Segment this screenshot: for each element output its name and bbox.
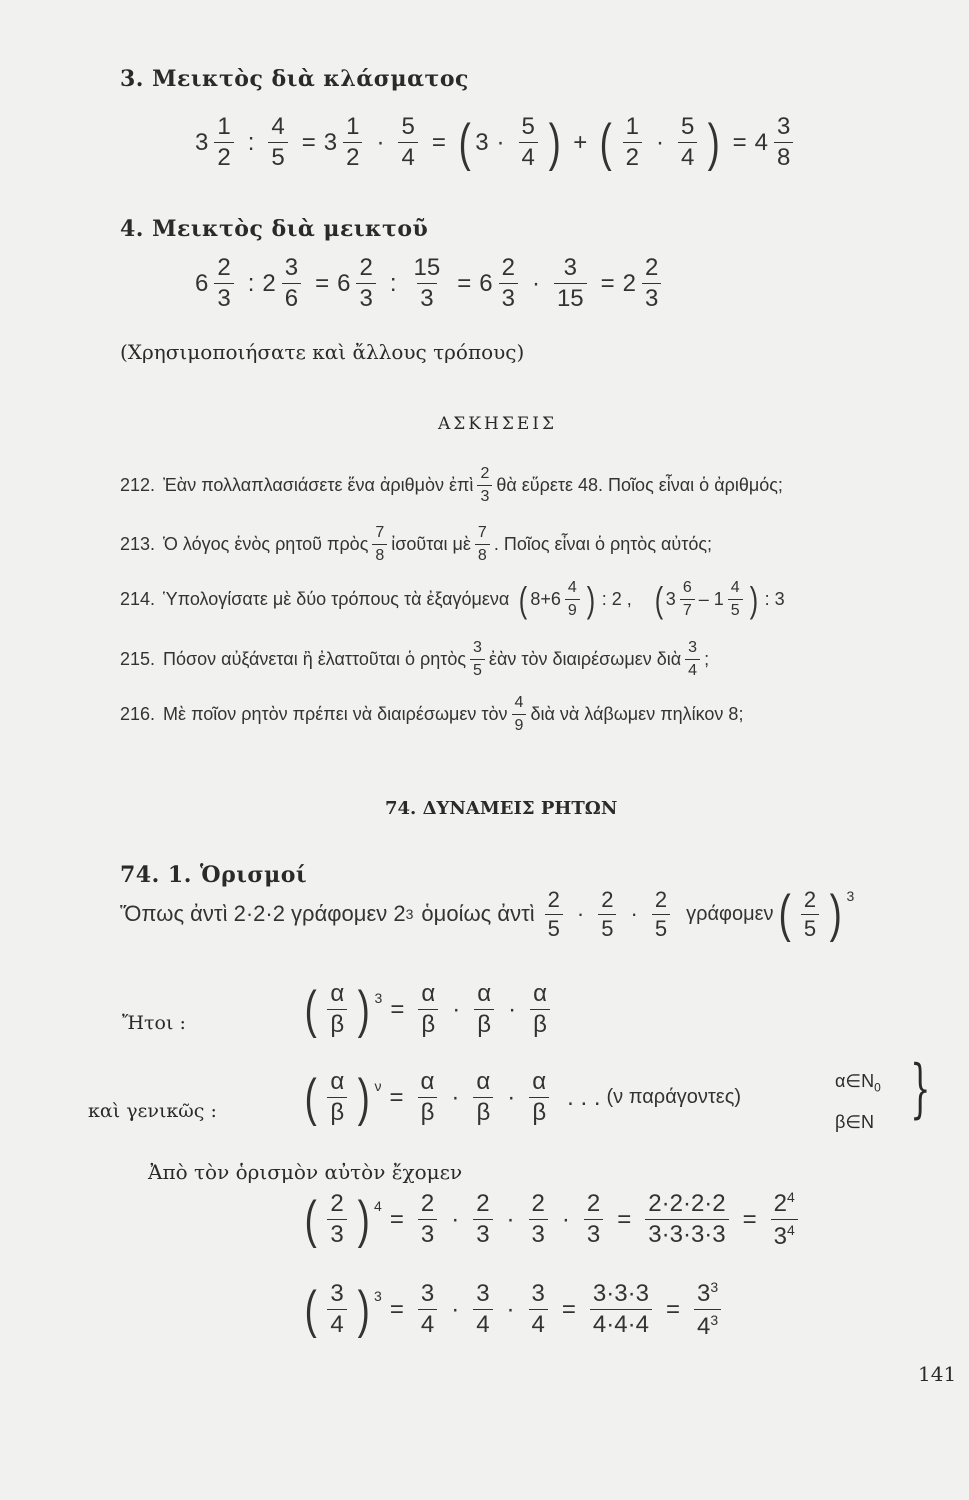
exercise-215-text-a: Πόσον αὐξάνεται ἢ ἐλαττοῦται ὁ ρητὸς: [163, 649, 467, 669]
exercises-title: ΑΣΚΗΣΕΙΣ: [438, 414, 557, 434]
equation-general-power: ( α β ) $^\nu$ = $\frac{\alpha}{\beta}$ · α β · α β . . . (ν παράγοντες): [304, 1068, 741, 1127]
exercise-216-number: 216.: [120, 704, 156, 724]
exercise-212-text-a: Ἐὰν πολλαπλασιάσετε ἕνα ἀριθμὸν ἐπὶ: [163, 475, 474, 495]
exercise-215: 215. Πόσον αὐξάνεται ἢ ἐλαττοῦται ὁ ρητὸς 3 5 ἐὰν τὸν διαιρέσωμεν διὰ 3 4 ;: [120, 639, 710, 679]
exercise-213: 213. Ὁ λόγος ἑνὸς ρητοῦ πρὸς 7 8 ἰσοῦται μὲ 7 8 . Ποῖος εἶναι ὁ ρητὸς αὐτός;: [120, 524, 713, 564]
exercise-215-number: 215.: [120, 649, 156, 669]
page-number: 141: [918, 1362, 957, 1386]
note-other-methods: (Χρησιμοποιήσατε καὶ ἄλλους τρόπους): [120, 340, 525, 364]
equation-cube-alpha-beta: ( α β ) $^3$ = $\frac{\alpha}{\beta}$ · α β · α β: [300, 982, 556, 1037]
exercise-212: 212. Ἐὰν πολλαπλασιάσετε ἕνα ἀριθμὸν ἐπὶ 2 3 θὰ εὕρετε 48. Ποῖος εἶναι ὁ ἀριθμός;: [120, 465, 783, 505]
exercise-213-text-a: Ὁ λόγος ἑνὸς ρητοῦ πρὸς: [163, 534, 369, 554]
definition-line-a: Ὅπως ἀντὶ 2·2·2 γράφομεν 2: [120, 901, 406, 926]
equation-mixed-by-mixed: 6 2 3 : 2 $\frac{3}{6}$ = 6 $\frac{2}{3}$ : $\frac{15}{3}$ = 6 $\frac{2}{3}$ · $\frac{3}{15}$ = 2 $\frac{2}{3}$: [195, 256, 667, 311]
general-label: καὶ γενικῶς :: [88, 1100, 217, 1122]
exercise-213-number: 213.: [120, 534, 156, 554]
exercise-215-text-c: ;: [704, 649, 710, 669]
equation-example-two-thirds: ( 2 3 ) $^4$ = $\frac{2}{3}$ · 2 3 · 2 3 · $\frac{2}{3}$ = $\frac{2\cdot 2\cdot 2\cdot 2}{3\cdot 3\cdot 3\cdot 3}$ = $\frac{2^4}{3^4}$: [300, 1190, 804, 1249]
condition-alpha: α∈N: [835, 1071, 875, 1091]
conditions: $\alpha\in N_0$ β∈N: [835, 1071, 881, 1132]
exercise-212-text-b: θὰ εὕρετε 48. Ποῖος εἶναι ὁ ἀριθμός;: [496, 475, 783, 495]
definition-intro-line: Ὅπως ἀντὶ 2·2·2 γράφομεν 2 3 ὁμοίως ἀντὶ 2 5 · 2 5 · 2 5 γράφομεν ( 2 5 ) $^3$: [120, 885, 855, 943]
exercise-214-number: 214.: [120, 589, 156, 609]
exercise-214-text-a: Ὑπολογίσατε μὲ δύο τρόπους τὰ ἐξαγόμενα: [163, 589, 510, 609]
equation-example-three-quarters: ( 3 4 ) $^3$ = $\frac{3}{4}$ · 3 4 · $\frac{3}{4}$ = $\frac{3\cdot 3\cdot 3}{4\cdot 4\cdot 4}$ = $\frac{3^3}{4^3}$: [300, 1280, 727, 1339]
exercise-212-number: 212.: [120, 475, 156, 495]
section-3-title: 3. Μεικτὸς διὰ κλάσματος: [120, 66, 469, 92]
exercise-215-text-b: ἐὰν τὸν διαιρέσωμεν διὰ: [488, 649, 682, 669]
condition-beta: β∈N: [835, 1111, 875, 1132]
equation-mixed-by-fraction: 3 1 2 : $\frac{4}{5}$ = 3 $\frac{1}{2}$ · $\frac{5}{4}$ = ( 3 · 5 4 ) + ( 1 2 · 5 4 ) = 4 $\frac{3}{8}$: [195, 115, 799, 170]
definition-line-b: ὁμοίως ἀντὶ: [421, 901, 535, 926]
section-4-title: 4. Μεικτὸς διὰ μεικτοῦ: [120, 216, 429, 242]
factors-note: (ν παράγοντες): [606, 1086, 741, 1108]
right-brace: }: [910, 1052, 931, 1126]
exercise-216: 216. Μὲ ποῖον ρητὸν πρέπει νὰ διαιρέσωμεν τὸν 4 9 διὰ νὰ λάβωμεν πηλίκον 8;: [120, 694, 744, 734]
exercise-214: 214. Ὑπολογίσατε μὲ δύο τρόπους τὰ ἐξαγόμενα ( 8+6 4 9 ) : 2 , ( 3 6 7 – 1 4 5 ) : 3: [120, 578, 785, 620]
exercise-213-text-c: . Ποῖος εἶναι ὁ ρητὸς αὐτός;: [493, 534, 713, 554]
from-definition-text: Ἀπὸ τὸν ὁρισμὸν αὐτὸν ἔχομεν: [148, 1160, 463, 1184]
subsection-title: 74. 1. Ὁρισμοί: [120, 862, 308, 888]
exercise-216-text-a: Μὲ ποῖον ρητὸν πρέπει νὰ διαιρέσωμεν τὸν: [163, 704, 508, 724]
etoi-label: Ἤτοι :: [122, 1012, 186, 1034]
exercise-213-text-b: ἰσοῦται μὲ: [391, 534, 471, 554]
chapter-title: 74. ΔΥΝΑΜΕΙΣ ΡΗΤΩΝ: [385, 798, 618, 819]
exercise-216-text-b: διὰ νὰ λάβωμεν πηλίκον 8;: [530, 704, 744, 724]
definition-line-c: γράφομεν: [686, 902, 774, 925]
